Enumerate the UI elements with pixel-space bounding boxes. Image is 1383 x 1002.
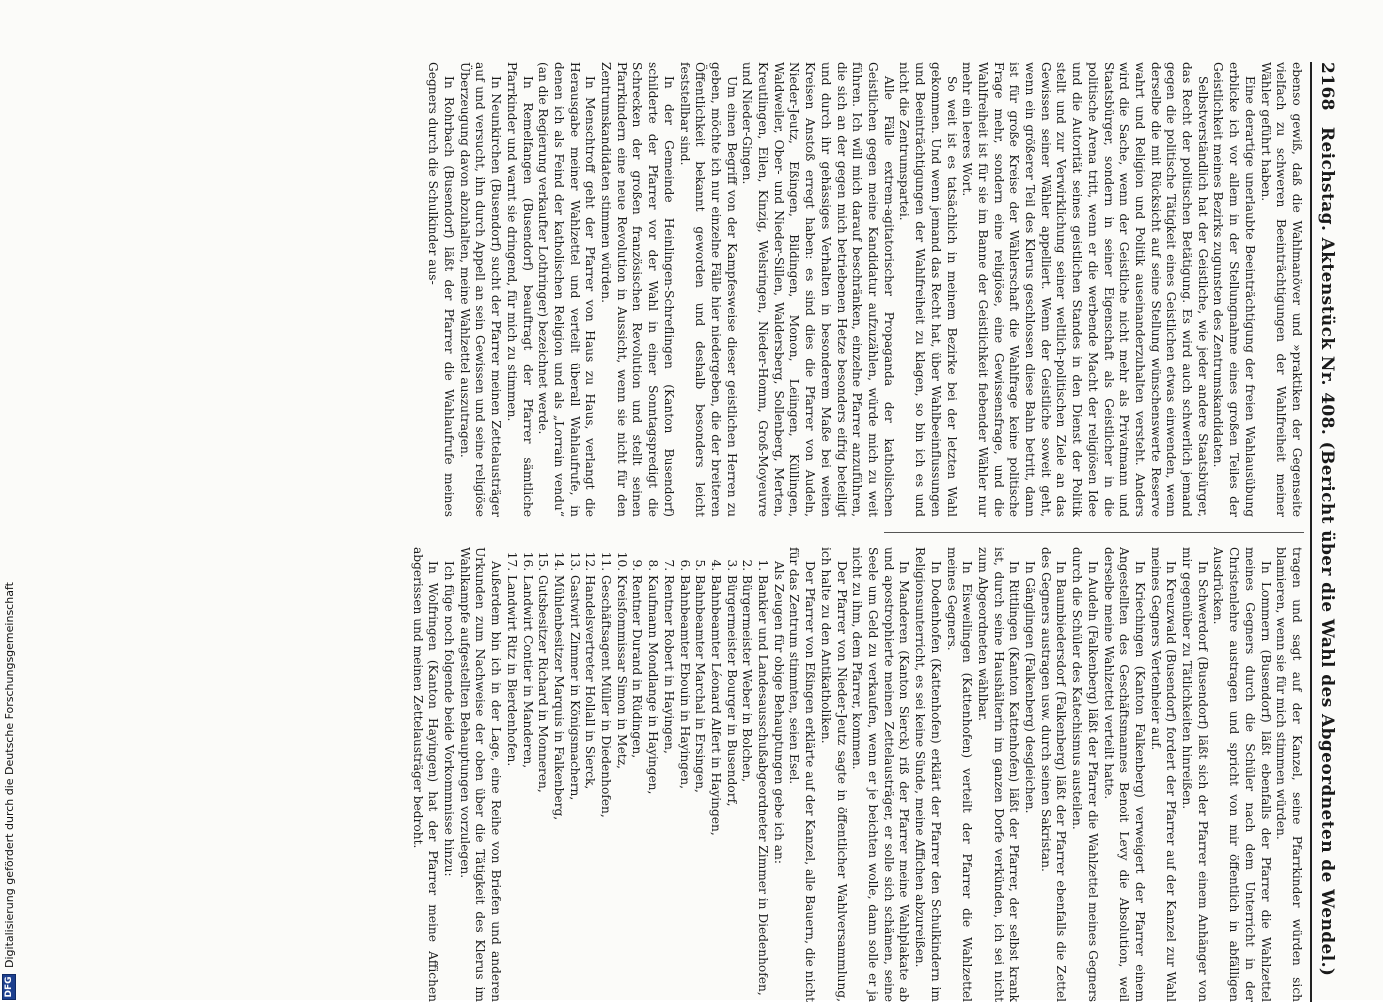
paragraph: In Menschtroff geht der Pfarrer von Haus zu Haus, verlangt die Herausgabe meiner Wahlzettel und verteilt überall Wahlaufrufe, in denen ich als Feind der katholischen Religion und als „Lorrain vendu“ (an die Regierung verkaufter Lothringer) bezeichnet werde.	[536, 62, 598, 517]
paragraph: In Rittlingen (Kanton Kattenhofen) läßt der Pfarrer, der selbst krank ist, durch seine Haushälterin im ganzen Dorfe verkünden, ich sei nicht zum Abgeordneten wählbar.	[975, 547, 1022, 1002]
paragraph: So weit ist es tatsächlich in meinem Bezirke bei der letzten Wahl gekommen. Und wenn jemand das Recht hat, über Wahlbeeinflussungen und Beeinträchtigungen der Wahlfreiheit zu klagen, so bin ich es und nicht die Zentrumspartei.	[897, 62, 959, 517]
header-rule	[1310, 62, 1312, 1002]
witness-item: 17. Landwirt Ritz in Bierdenhofen.	[503, 575, 519, 1002]
witness-item: 1. Bankier und Landesausschußabgeordneter Zimmer in Diedenhofen,	[754, 575, 770, 1002]
paragraph: In Eisweilingen (Kattenhofen) verteilt der Pfarrer die Wahlzettel meines Gegners.	[944, 547, 975, 1002]
witness-item: 4. Bahnbeamter Léonard Alfert in Hayingen,	[707, 575, 723, 1002]
paragraph: In Lommern (Busendorf) läßt ebenfalls der Pfarrer die Wahlzettel meines Gegners durch die Schüler nach dem Unterricht in der Christenlehre austragen und spricht von mir öffentlich in abfälligen Ausdrücken.	[1211, 547, 1273, 1002]
paragraph: Eine derartige unerlaubte Beeinträchtigung der freien Wahlausübung erblicke ich vor allem in der Stellungnahme eines großen Teiles der Geistlichkeit meines Bezirks zugunsten des Zentrumskandidaten.	[1211, 62, 1257, 517]
paragraph: Als Zeugen für obige Behauptungen gebe ich an:	[771, 561, 786, 864]
witness-item: 13. Gastwirt Zimmer in Königsmachern,	[566, 575, 582, 1002]
right-column-closing-text	[409, 547, 503, 1002]
witness-item: 7. Rentner Robert in Hayingen,	[660, 575, 676, 1002]
paragraph: Der Pfarrer von Nieder-Jeutz sagte in öffentlicher Wahlversammlung, ich halte zu den Antikatholiken.	[818, 547, 849, 1002]
witness-item: 8. Kaufmann Mondlange in Hayingen,	[644, 575, 660, 1002]
paragraph: In Kreuzwald (Busendorf) fordert der Pfarrer auf der Kanzel zur Wahl meines Gegners Vertenheier auf.	[1148, 547, 1179, 1002]
page-title: Reichstag. Aktenstück Nr. 408. (Bericht über die Wahl des Abgeordneten de Wendel.)	[1317, 126, 1337, 977]
paragraph: Der Pfarrer von Eßingen erklärte auf der Kanzel, alle Bauern, die nicht für das Zentrum stimmten, seien Esel.	[787, 547, 818, 1002]
paragraph: In Schwerdorf (Busendorf) läßt sich der Pfarrer einem Anhänger von mir gegenüber zu Tätlichkeiten hinreißen.	[1180, 547, 1210, 1002]
witness-item: 12. Handelsvertreter Hollall in Sierck,	[582, 575, 598, 1002]
right-column	[174, 547, 1304, 1002]
right-column-text	[770, 547, 1304, 1002]
page-number: 2168	[1317, 62, 1337, 111]
paragraph: In Baumbiedersdorf (Falkenberg) läßt der Pfarrer ebenfalls die Zettel des Gegners austragen usw. durch seinen Sakristan.	[1038, 547, 1069, 1002]
digitization-credit	[2, 0, 16, 1000]
witness-item: 2. Bürgermeister Weber in Bolchen,	[739, 575, 755, 1002]
rotated-document-page	[140, 62, 1340, 1002]
paragraph: ebenso gewiß, daß die Wahlmanöver und »praktiken der Gegenseite vielfach zu schweren Beeinträchtigungen der Wahlfreiheit meiner Wähler geführt haben.	[1258, 62, 1304, 517]
witness-item: 10. Kreisfommissar Simon in Metz,	[613, 575, 629, 1002]
dfg-logo: DFG	[2, 974, 16, 1000]
column-divider	[884, 532, 1304, 533]
witness-item: 5. Bahnbeamter Marchal in Ersingen,	[692, 575, 708, 1002]
paragraph: In Audeln (Falkenberg) läßt der Pfarrer die Wahlzettel meines Gegners durch die Schüler des Katechismus austeilen.	[1070, 547, 1100, 1002]
witness-list	[503, 547, 770, 1002]
paragraph: Alle Fälle extrem-agitatorischer Propaganda der katholischen Geistlichen gegen meine Kandidatur aufzuzählen, würde mich zu weit führen. Ich will mich darauf beschränken, einzelne Pfarrer anzuführen, die sich an der gegen mich betriebenen Hetze besonders eifrig beteiligt und durch ihr gehässiges Verhalten in besonderem Maße bei weiten Kreisen Anstoß erregt haben: es sind dies die Pfarrer von Audeln, Nieder-Jeutz, Eßingen, Bildingen, Monon, Leiingen, Küllingen, Waldweiler, Ober- und Nieder-Sillen, Waldersberg, Sollenberg, Merten, Kreutlingen, Eilen, Kinzig, Welsringen, Nieder-Homm, Groß-Moyeuvre und Nieder-Gingen.	[740, 62, 896, 517]
page-header	[1314, 62, 1340, 1002]
witness-item: 9. Rentner Durand in Rüdingen,	[629, 575, 645, 1002]
paragraph: Um einen Begriff von der Kampfesweise dieser geistlichen Herren zu geben, möchte ich nur einzelne Fälle hier niedergeben, die der breiteren Öffentlichkeit bekannt geworden und deshalb besonders leicht feststellbar sind.	[677, 62, 739, 517]
paragraph: Ich füge noch folgende beide Vorkommnisse hinzu:	[442, 561, 457, 877]
paragraph: In Gänglingen (Falkenberg) desgleichen.	[1023, 561, 1038, 814]
witness-item: 11. Geschäftsagent Müller in Diedenhofen,	[597, 575, 613, 1002]
paragraph: tragen und sagt auf der Kanzel, seine Pfarrkinder würden sich blamieren, wenn sie für mich stimmen würden.	[1274, 547, 1304, 1002]
witness-item: 16. Landwirt Contier in Manderen,	[519, 575, 535, 1002]
witness-item: 6. Bahnbeamter Ebouin in Hayingen,	[676, 575, 692, 1002]
witness-item: 14. Mühlenbesitzer Marquis in Falkenberg,	[550, 575, 566, 1002]
witness-item: 3. Bürgermeister Bourger in Busendorf,	[723, 575, 739, 1002]
paragraph: Selbstverständlich hat der Geistliche, wie jeder andere Staatsbürger, das Recht der politischen Betätigung. Es wird auch schwerlich jemand gegen die politische Tätigkeit eines Geistlichen etwas einwenden, wenn derselbe die mit Rücksicht auf seine Stellung wünschenswerte Reserve wahrt und Religion und Politik auseinanderzuhalten versteht. Anders wird die Sache, wenn der Geistliche nicht mehr als Privatmann und Staatsbürger, sondern in seiner Eigenschaft als Geistlicher in die politische Arena tritt, wenn er die werbende Macht der religiösen Idee und die Autorität seines geistlichen Standes in den Dienst der Politik stellt und zur Verwirklichung seiner weltlich-politischen Ziele an das Gewissen seiner Wähler appelliert. Wenn der Geistliche soweit geht, wenn ein größerer Teil des Klerus geschlossen diese Bahn betritt, dann ist für große Kreise der Wählerschaft die Wahlfrage keine politische Frage mehr, sondern eine religiöse, eine Gewissensfrage, und die Wahlfreiheit ist für sie im Banne der Geistlichkeit fiebender Wähler nur mehr ein leeres Wort.	[960, 62, 1210, 517]
paragraph: In Remelfangen (Busendorf) beauftragt der Pfarrer sämtliche Pfarrkinder und warnt sie dringend, für mich zu stimmen.	[504, 62, 535, 517]
paragraph: In Rohrbach (Busendorf) läßt der Pfarrer die Wahlaufrufe meines Gegners durch die Schulkinder aus-	[426, 62, 457, 517]
paragraph: In Neunkirchen (Busendorf) sucht der Pfarrer meinen Zettelausträger auf und versucht, ihn durch Appell an sein Gewissen und seine religiöse Überzeugung davon abzuhalten, meine Wahlzettel auszutragen.	[457, 62, 504, 517]
witness-item: 15. Gutsbesitzer Richard in Monneren,	[535, 575, 551, 1002]
paragraph: In Kriechingen (Kanton Falkenberg) verweigert der Pfarrer einem Angestellten des Geschäftsmannes Benoit Levy die Absolution, weil derselbe meine Wahlzettel verteilt hatte.	[1101, 547, 1147, 1002]
paragraph: In Dodenhofen (Kattenhofen) erklärt der Pfarrer den Schulkindern im Religionsunterricht, es sei keine Sünde, meine Affichen abzureißen.	[913, 547, 943, 1002]
paragraph: In Manderen (Kanton Sierck) riß der Pfarrer meine Wahlplakate ab und apostrophierte meinen Zettelausträger, er solle sich schämen, seine Seele um Geld zu verkaufen, wenn er je beichten wolle, dann solle er ja nicht zu ihm, dem Pfarrer, kommen.	[850, 547, 912, 1002]
left-column	[174, 62, 1304, 517]
paragraph: In Wolfringen (Kanton Hayingen) hat der Pfarrer meine Affichen abgerissen und meinen Zettelausträger bedroht.	[410, 547, 441, 1002]
credit-text: Digitalisierung gefördert durch die Deutsche Forschungsgemeinschaft	[2, 582, 16, 968]
paragraph: In der Gemeinde Heinlingen-Schreflingen (Kanton Busendorf) schilderte der Pfarrer vor der Wahl in einer Sonntagspredigt die Schrecken der großen französischen Revolution und stellt seinen Pfarrkindern eine neue Revolution in Aussicht, wenn sie nicht für den Zentrumskandidaten stimmen würden.	[599, 62, 676, 517]
paragraph: Außerdem bin ich in der Lage, eine Reihe von Briefen und anderen Urkunden zum Nachweise der oben über die Tätigkeit des Klerus im Wahlkampfe aufgestellten Behauptungen vorzulegen.	[457, 547, 504, 1002]
